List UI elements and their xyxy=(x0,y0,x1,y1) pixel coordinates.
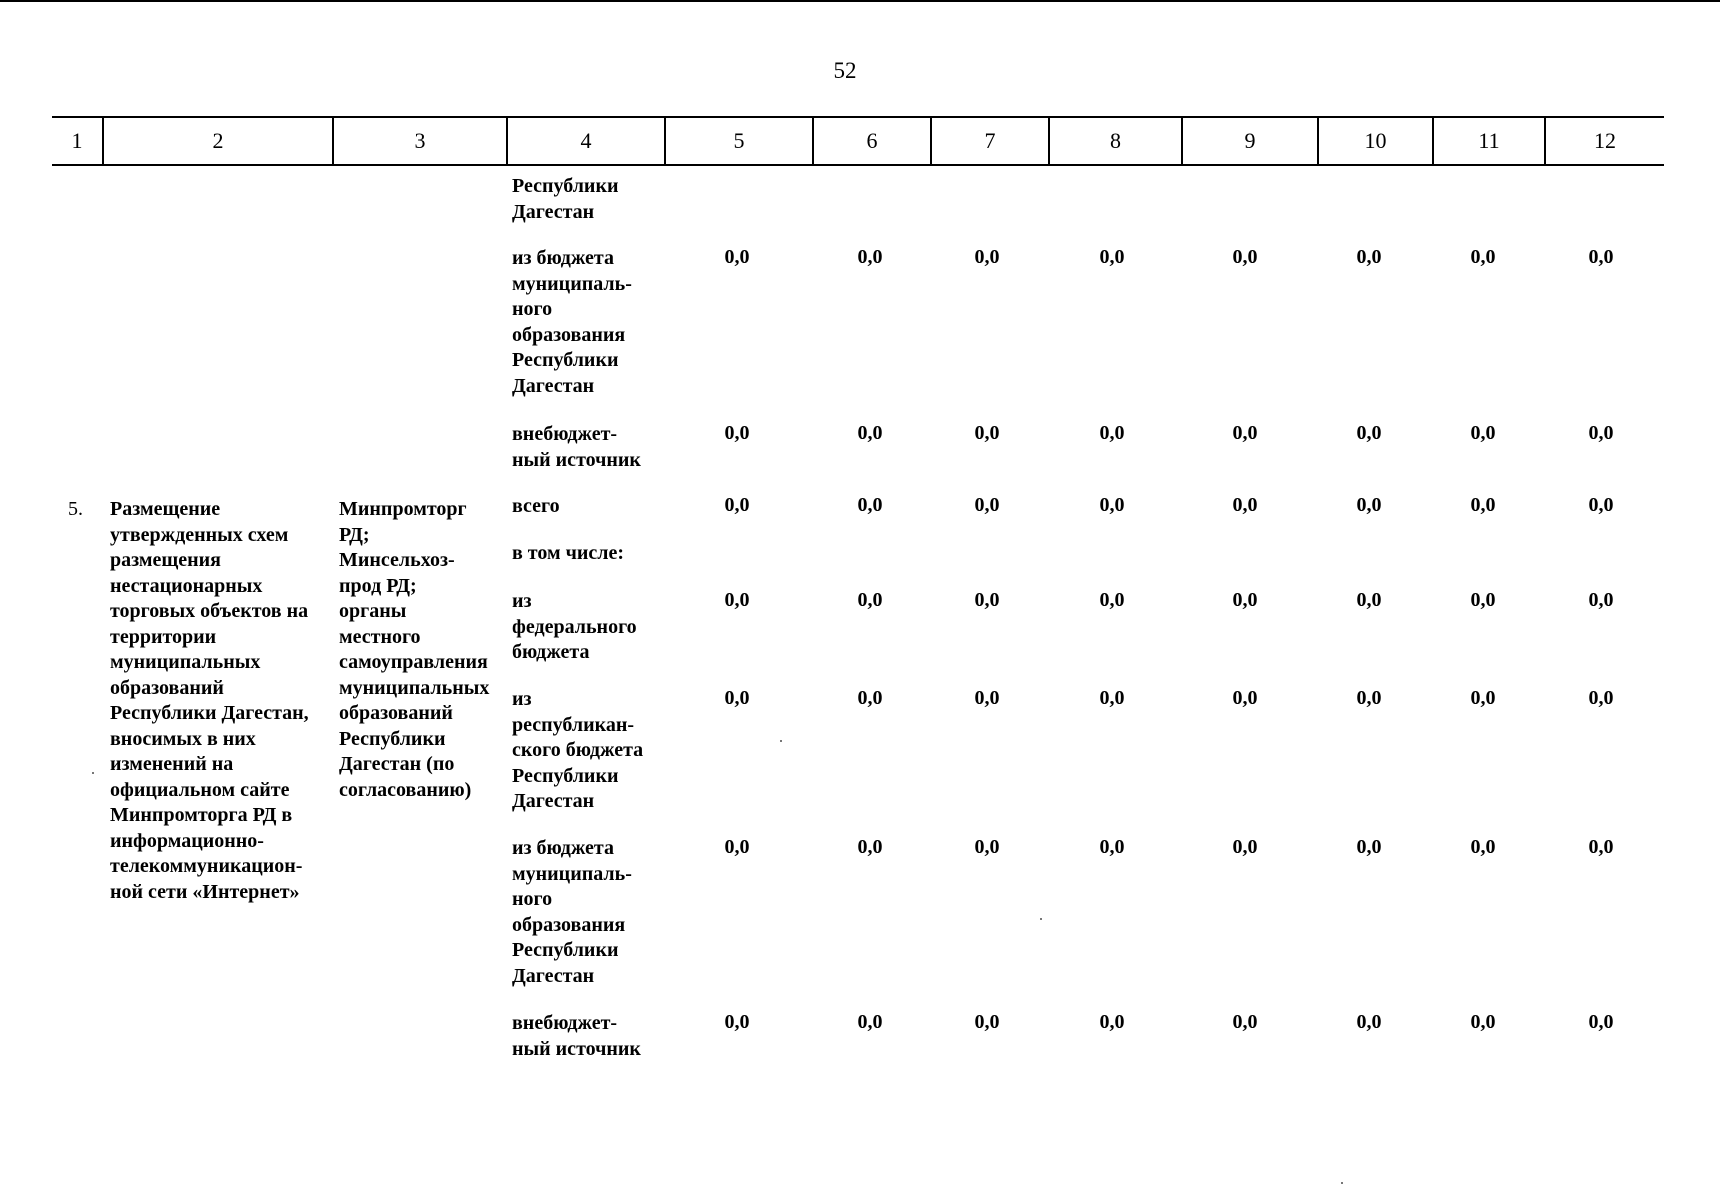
table-cell-value: 0,0 xyxy=(1232,494,1258,516)
item-number: 5. xyxy=(68,498,83,520)
table-cell-value: 0,0 xyxy=(724,246,750,268)
header-col-9: 9 xyxy=(1244,128,1256,153)
table-cell-value: 0,0 xyxy=(1588,687,1614,709)
scan-speck xyxy=(1341,1182,1343,1184)
table-cell-value: 0,0 xyxy=(1588,836,1614,858)
table-cell-value: 0,0 xyxy=(1588,494,1614,516)
table-cell-value: 0,0 xyxy=(857,246,883,268)
table-cell-value: 0,0 xyxy=(724,1011,750,1033)
table-cell-value: 0,0 xyxy=(1099,1011,1125,1033)
table-cell-value: 0,0 xyxy=(1099,687,1125,709)
table-cell-value: 0,0 xyxy=(1588,422,1614,444)
table-cell-value: 0,0 xyxy=(1356,836,1382,858)
page-top-border xyxy=(0,0,1720,2)
table-cell-value: 0,0 xyxy=(1356,246,1382,268)
table-cell-value: 0,0 xyxy=(974,836,1000,858)
header-col-5: 5 xyxy=(733,128,745,153)
table-cell-value: 0,0 xyxy=(1099,836,1125,858)
table-cell-value: 0,0 xyxy=(857,836,883,858)
table-cell-value: 0,0 xyxy=(724,494,750,516)
table-cell-value: 0,0 xyxy=(1232,589,1258,611)
header-col-8: 8 xyxy=(1110,128,1121,153)
table-cell-value: 0,0 xyxy=(1232,687,1258,709)
table-cell-value: 0,0 xyxy=(1356,1011,1382,1033)
table-cell-value: 0,0 xyxy=(857,494,883,516)
header-col-2: 2 xyxy=(212,128,224,153)
activity-name: Размещение утвержденных схем размещения нестационарных торговых объектов на территории муниципальных образований Республики Дагестан, вносимых в них изменений на официальном сайте Минпромторга РД в информационно- телекоммуникацион- ной сети «Интернет» xyxy=(110,498,309,903)
table-cell-value: 0,0 xyxy=(1356,422,1382,444)
table-cell-value: 0,0 xyxy=(1356,494,1382,516)
table-cell-value: 0,0 xyxy=(1470,836,1496,858)
table-cell-value: 0,0 xyxy=(1588,1011,1614,1033)
header-bottom-rule xyxy=(52,164,1664,166)
table-cell-value: 0,0 xyxy=(857,589,883,611)
table-cell-value: 0,0 xyxy=(1470,422,1496,444)
funding-source-label: в том числе: xyxy=(512,542,625,564)
table-cell-value: 0,0 xyxy=(724,836,750,858)
table-cell-value: 0,0 xyxy=(724,687,750,709)
table-cell-value: 0,0 xyxy=(1470,1011,1496,1033)
funding-source-label: из бюджета муниципаль- ного образования Республики Дагестан xyxy=(512,837,632,987)
table-cell-value: 0,0 xyxy=(1099,422,1125,444)
header-col-3: 3 xyxy=(414,128,426,153)
table-cell-value: 0,0 xyxy=(1588,589,1614,611)
header-col-7: 7 xyxy=(984,128,996,153)
table-cell-value: 0,0 xyxy=(974,687,1000,709)
table-cell-value: 0,0 xyxy=(857,422,883,444)
funding-source-label: внебюджет- ный источник xyxy=(512,423,641,471)
table-cell-value: 0,0 xyxy=(1588,246,1614,268)
table-cell-value: 0,0 xyxy=(1232,246,1258,268)
funding-source-label: всего xyxy=(512,495,560,517)
table-cell-value: 0,0 xyxy=(724,422,750,444)
table-cell-value: 0,0 xyxy=(1099,246,1125,268)
table-cell-value: 0,0 xyxy=(974,494,1000,516)
table-cell-value: 0,0 xyxy=(724,589,750,611)
table-cell-value: 0,0 xyxy=(1356,687,1382,709)
table-cell-value: 0,0 xyxy=(1099,494,1125,516)
funding-source-label: из республикан- ского бюджета Республики Дагестан xyxy=(512,688,644,812)
table-cell-value: 0,0 xyxy=(974,589,1000,611)
header-col-4: 4 xyxy=(580,128,592,153)
header-col-12: 12 xyxy=(1594,128,1616,153)
table-cell-value: 0,0 xyxy=(974,1011,1000,1033)
scan-speck xyxy=(92,772,94,774)
table-cell-value: 0,0 xyxy=(857,1011,883,1033)
header-col-10: 10 xyxy=(1364,128,1387,153)
table-cell-value: 0,0 xyxy=(974,246,1000,268)
table-cell-value: 0,0 xyxy=(1232,836,1258,858)
funding-source-label: внебюджет- ный источник xyxy=(512,1012,641,1060)
table-cell-value: 0,0 xyxy=(1099,589,1125,611)
table-cell-value: 0,0 xyxy=(1232,1011,1258,1033)
table-header-row xyxy=(52,116,1664,166)
header-col-11: 11 xyxy=(1478,128,1500,153)
table-cell-value: 0,0 xyxy=(1356,589,1382,611)
funding-source-label: из бюджета муниципаль- ного образования Республики Дагестан xyxy=(512,247,632,397)
table-cell-value: 0,0 xyxy=(857,687,883,709)
scan-speck xyxy=(780,740,782,742)
table-cell-value: 0,0 xyxy=(1470,494,1496,516)
table-cell-value: 0,0 xyxy=(1470,687,1496,709)
funding-source-label: Республики Дагестан xyxy=(512,175,619,223)
page-number: 52 xyxy=(833,58,857,83)
scan-speck xyxy=(1040,918,1042,920)
header-col-6: 6 xyxy=(866,128,878,153)
funding-source-label: из федерального бюджета xyxy=(512,590,637,663)
table-cell-value: 0,0 xyxy=(1232,422,1258,444)
table-cell-value: 0,0 xyxy=(974,422,1000,444)
table-cell-value: 0,0 xyxy=(1470,246,1496,268)
table-cell-value: 0,0 xyxy=(1470,589,1496,611)
executor: Минпромторг РД; Минсельхоз- прод РД; органы местного самоуправления муниципальных образований Республики Дагестан (по согласованию) xyxy=(339,498,490,801)
header-col-1: 1 xyxy=(71,128,83,153)
